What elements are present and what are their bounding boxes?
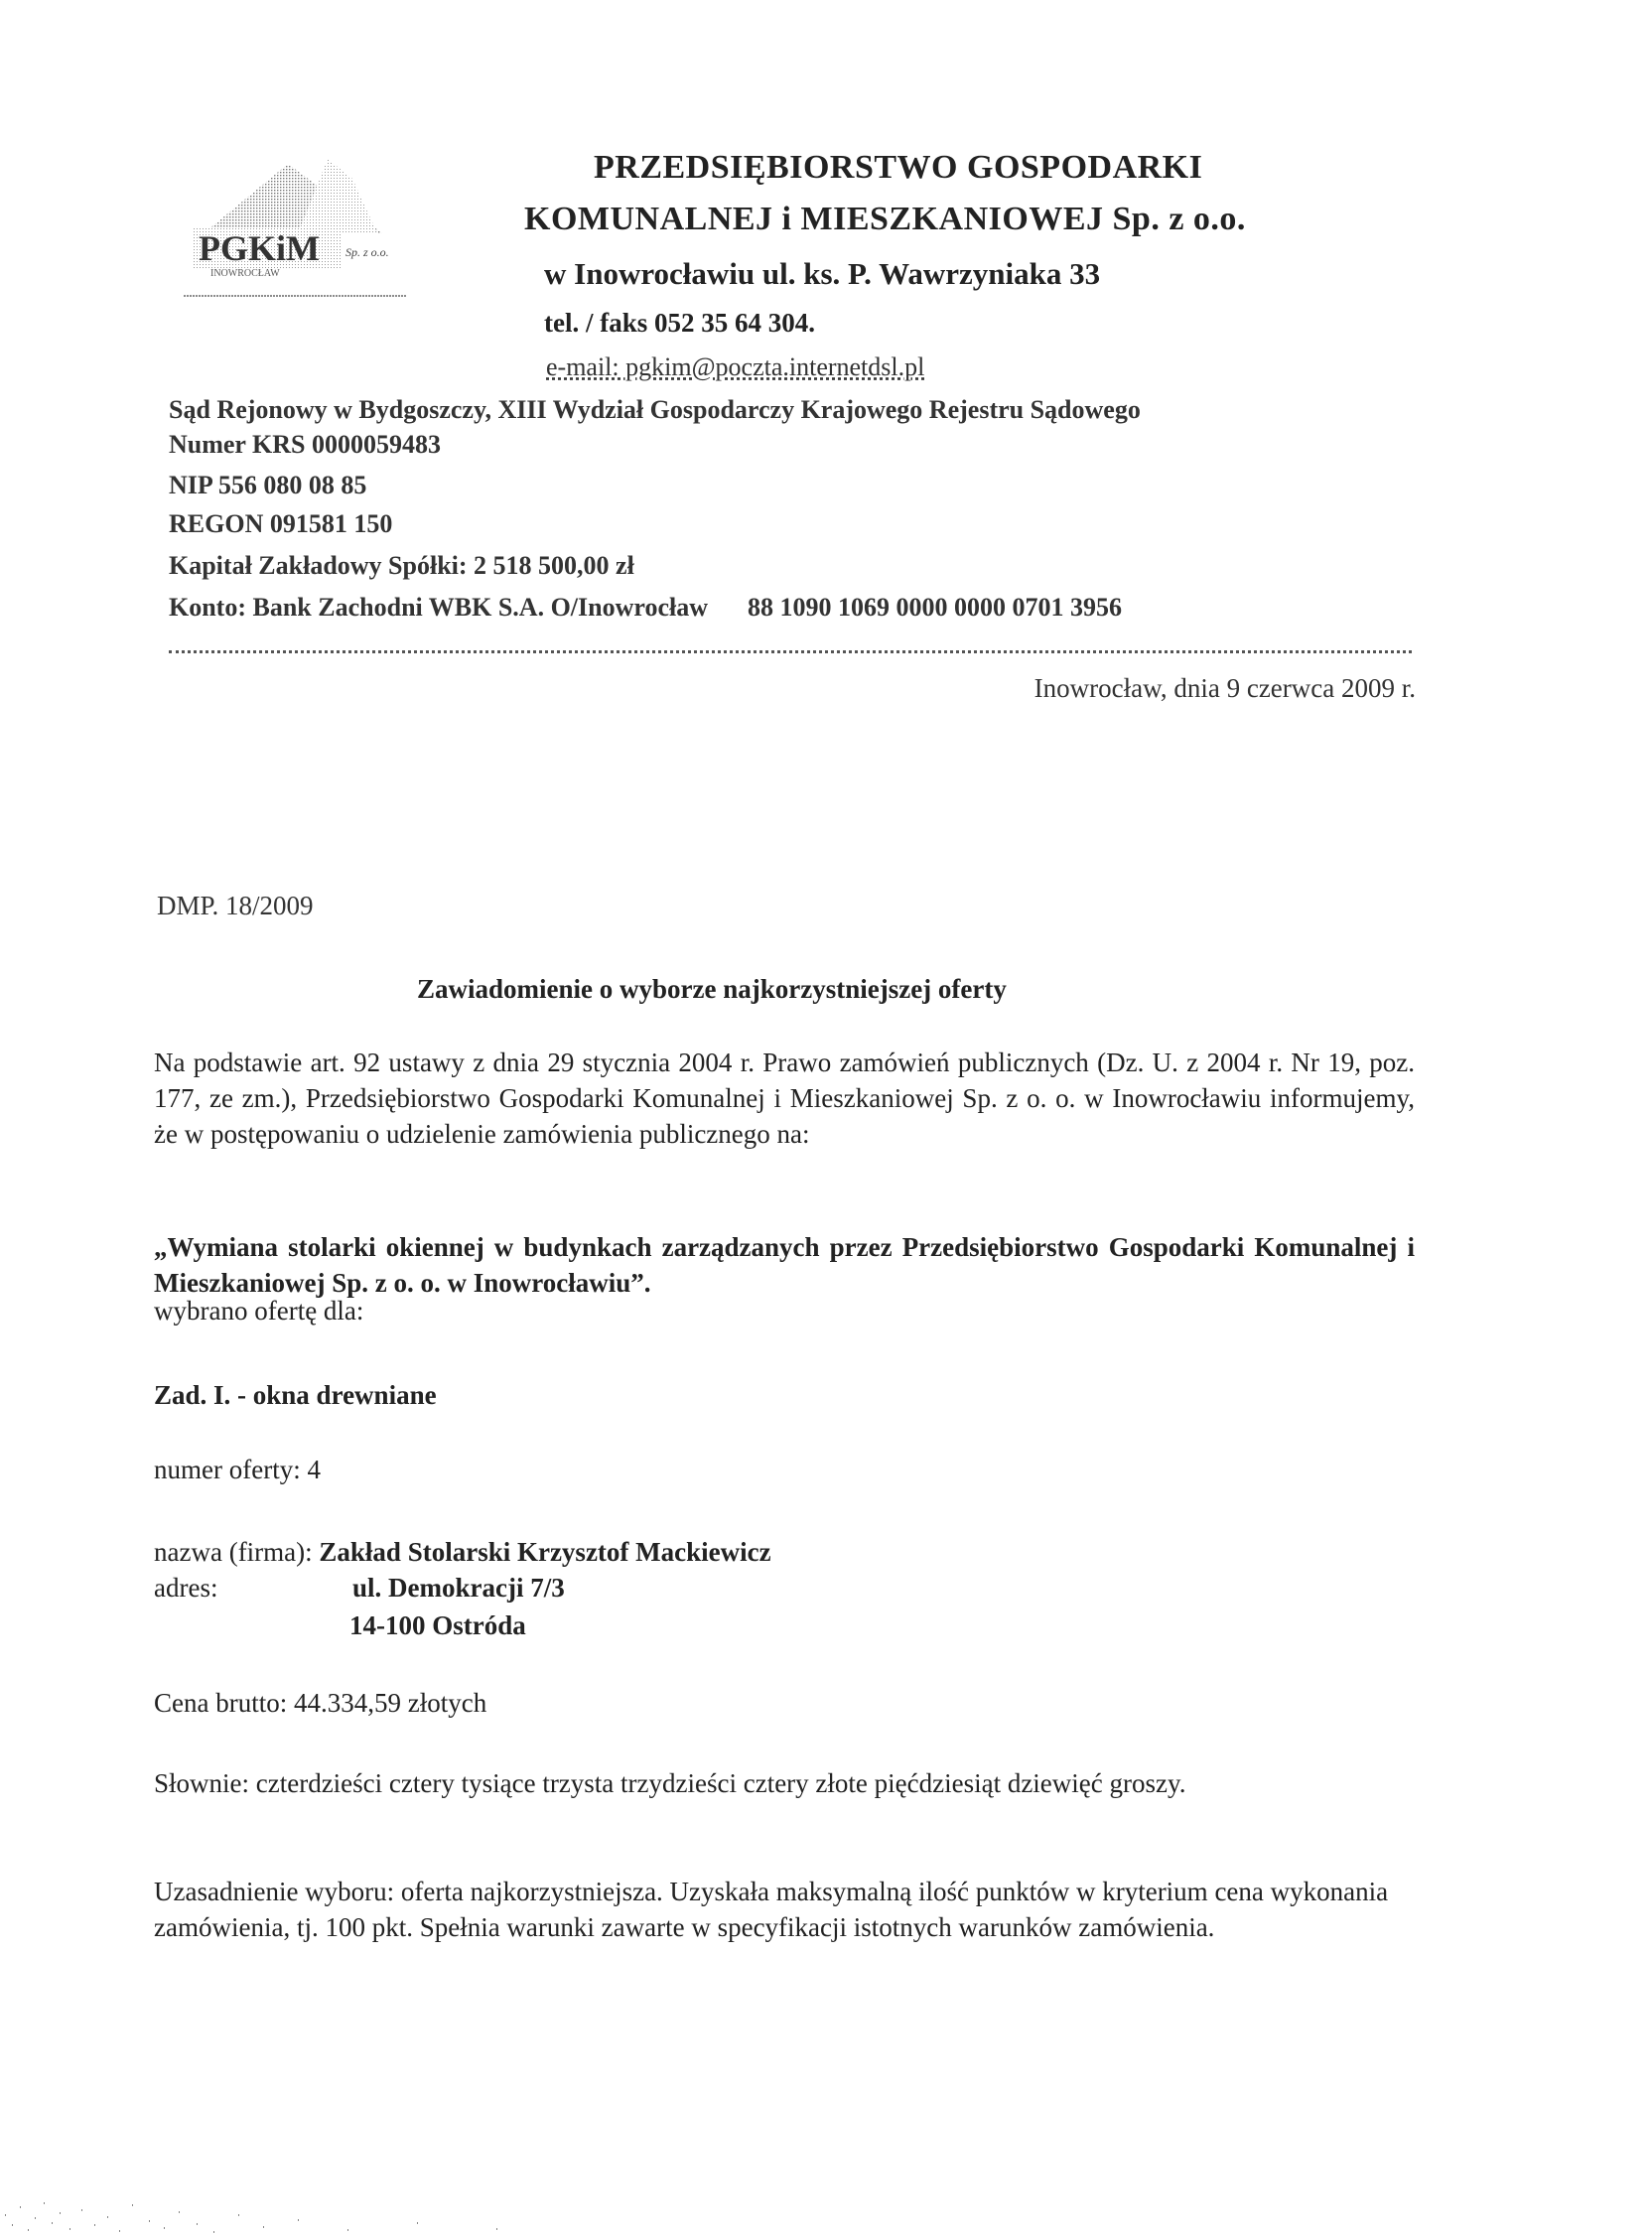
logo-suffix: Sp. z o.o. xyxy=(345,245,389,259)
nip-number: NIP 556 080 08 85 xyxy=(169,471,367,499)
dotted-divider xyxy=(169,650,1412,653)
address-line2: 14-100 Ostróda xyxy=(349,1610,526,1640)
regon-number: REGON 091581 150 xyxy=(169,509,393,538)
date-line: Inowrocław, dnia 9 czerwca 2009 r. xyxy=(1033,673,1416,703)
price-in-words: Słownie: czterdzieści cztery tysiące trzysta trzydzieści cztery złote pięćdziesiąt dziewięć groszy. xyxy=(154,1768,1186,1798)
procurement-subject: „Wymiana stolarki okiennej w budynkach zarządzanych przez Przedsiębiorstwo Gospodarki Komunalnej i Mieszkaniowej Sp. z o. o. w Inowrocławiu”. xyxy=(154,1232,1415,1298)
bank-account-line xyxy=(169,593,1122,623)
logo-text: PGKiM xyxy=(199,228,320,268)
letterhead-phone: tel. / faks 052 35 64 304. xyxy=(544,308,815,338)
address-line1: ul. Demokracji 7/3 xyxy=(352,1573,565,1603)
firm-name-row xyxy=(154,1537,771,1568)
address-label: adres: xyxy=(154,1573,218,1603)
intro-paragraph: Na podstawie art. 92 ustawy z dnia 29 stycznia 2004 r. Prawo zamówień publicznych (Dz. U. z 2004 r. Nr 19, poz. 177, ze zm.), Przedsiębiorstwo Gospodarki Komunalnej i Mieszkaniowej Sp. z o. o. w Inowrocławiu informujemy, że w postępowaniu o udzielenie zamówienia publicznego na: xyxy=(154,1048,1415,1149)
document-title: Zawiadomienie o wyborze najkorzystniejszej oferty xyxy=(417,974,1007,1004)
letterhead-company-line2: KOMUNALNEJ i MIESZKANIOWEJ Sp. z o.o. xyxy=(524,201,1246,237)
letterhead-address: w Inowrocławiu ul. ks. P. Wawrzyniaka 33 xyxy=(544,256,1101,291)
account-number: 88 1090 1069 0000 0000 0701 3956 xyxy=(748,593,1122,622)
bank-name: Konto: Bank Zachodni WBK S.A. O/Inowrocław xyxy=(169,593,708,622)
gross-price: Cena brutto: 44.334,59 złotych xyxy=(154,1688,487,1718)
court-registration: Sąd Rejonowy w Bydgoszczy, XIII Wydział Gospodarczy Krajowego Rejestru Sądowego xyxy=(169,395,1141,424)
task-heading: Zad. I. - okna drewniane xyxy=(154,1380,437,1410)
chosen-offer-label: wybrano ofertę dla: xyxy=(154,1296,364,1326)
share-capital: Kapitał Zakładowy Spółki: 2 518 500,00 zł xyxy=(169,551,634,580)
pgkim-logo-icon xyxy=(179,139,417,303)
firm-name-label: nazwa (firma): xyxy=(154,1537,313,1567)
letterhead-email[interactable]: e-mail: pgkim@poczta.internetdsl.pl xyxy=(546,352,925,381)
krs-number: Numer KRS 0000059483 xyxy=(169,430,441,459)
selection-justification: Uzasadnienie wyboru: oferta najkorzystniejsza. Uzyskała maksymalną ilość punktów w kryterium cena wykonania zamówienia, tj. 100 pkt. Spełnia warunki zawarte w specyfikacji istotnych warunków zamówienia. xyxy=(154,1877,1389,1942)
offer-number: numer oferty: 4 xyxy=(154,1455,321,1484)
firm-name: Zakład Stolarski Krzysztof Mackiewicz xyxy=(319,1537,771,1567)
logo-city: INOWROCŁAW xyxy=(210,268,280,279)
company-logo xyxy=(179,139,417,303)
letterhead-company-line1: PRZEDSIĘBIORSTWO GOSPODARKI xyxy=(594,149,1203,186)
reference-number: DMP. 18/2009 xyxy=(157,891,314,920)
scan-noise xyxy=(0,2184,794,2235)
